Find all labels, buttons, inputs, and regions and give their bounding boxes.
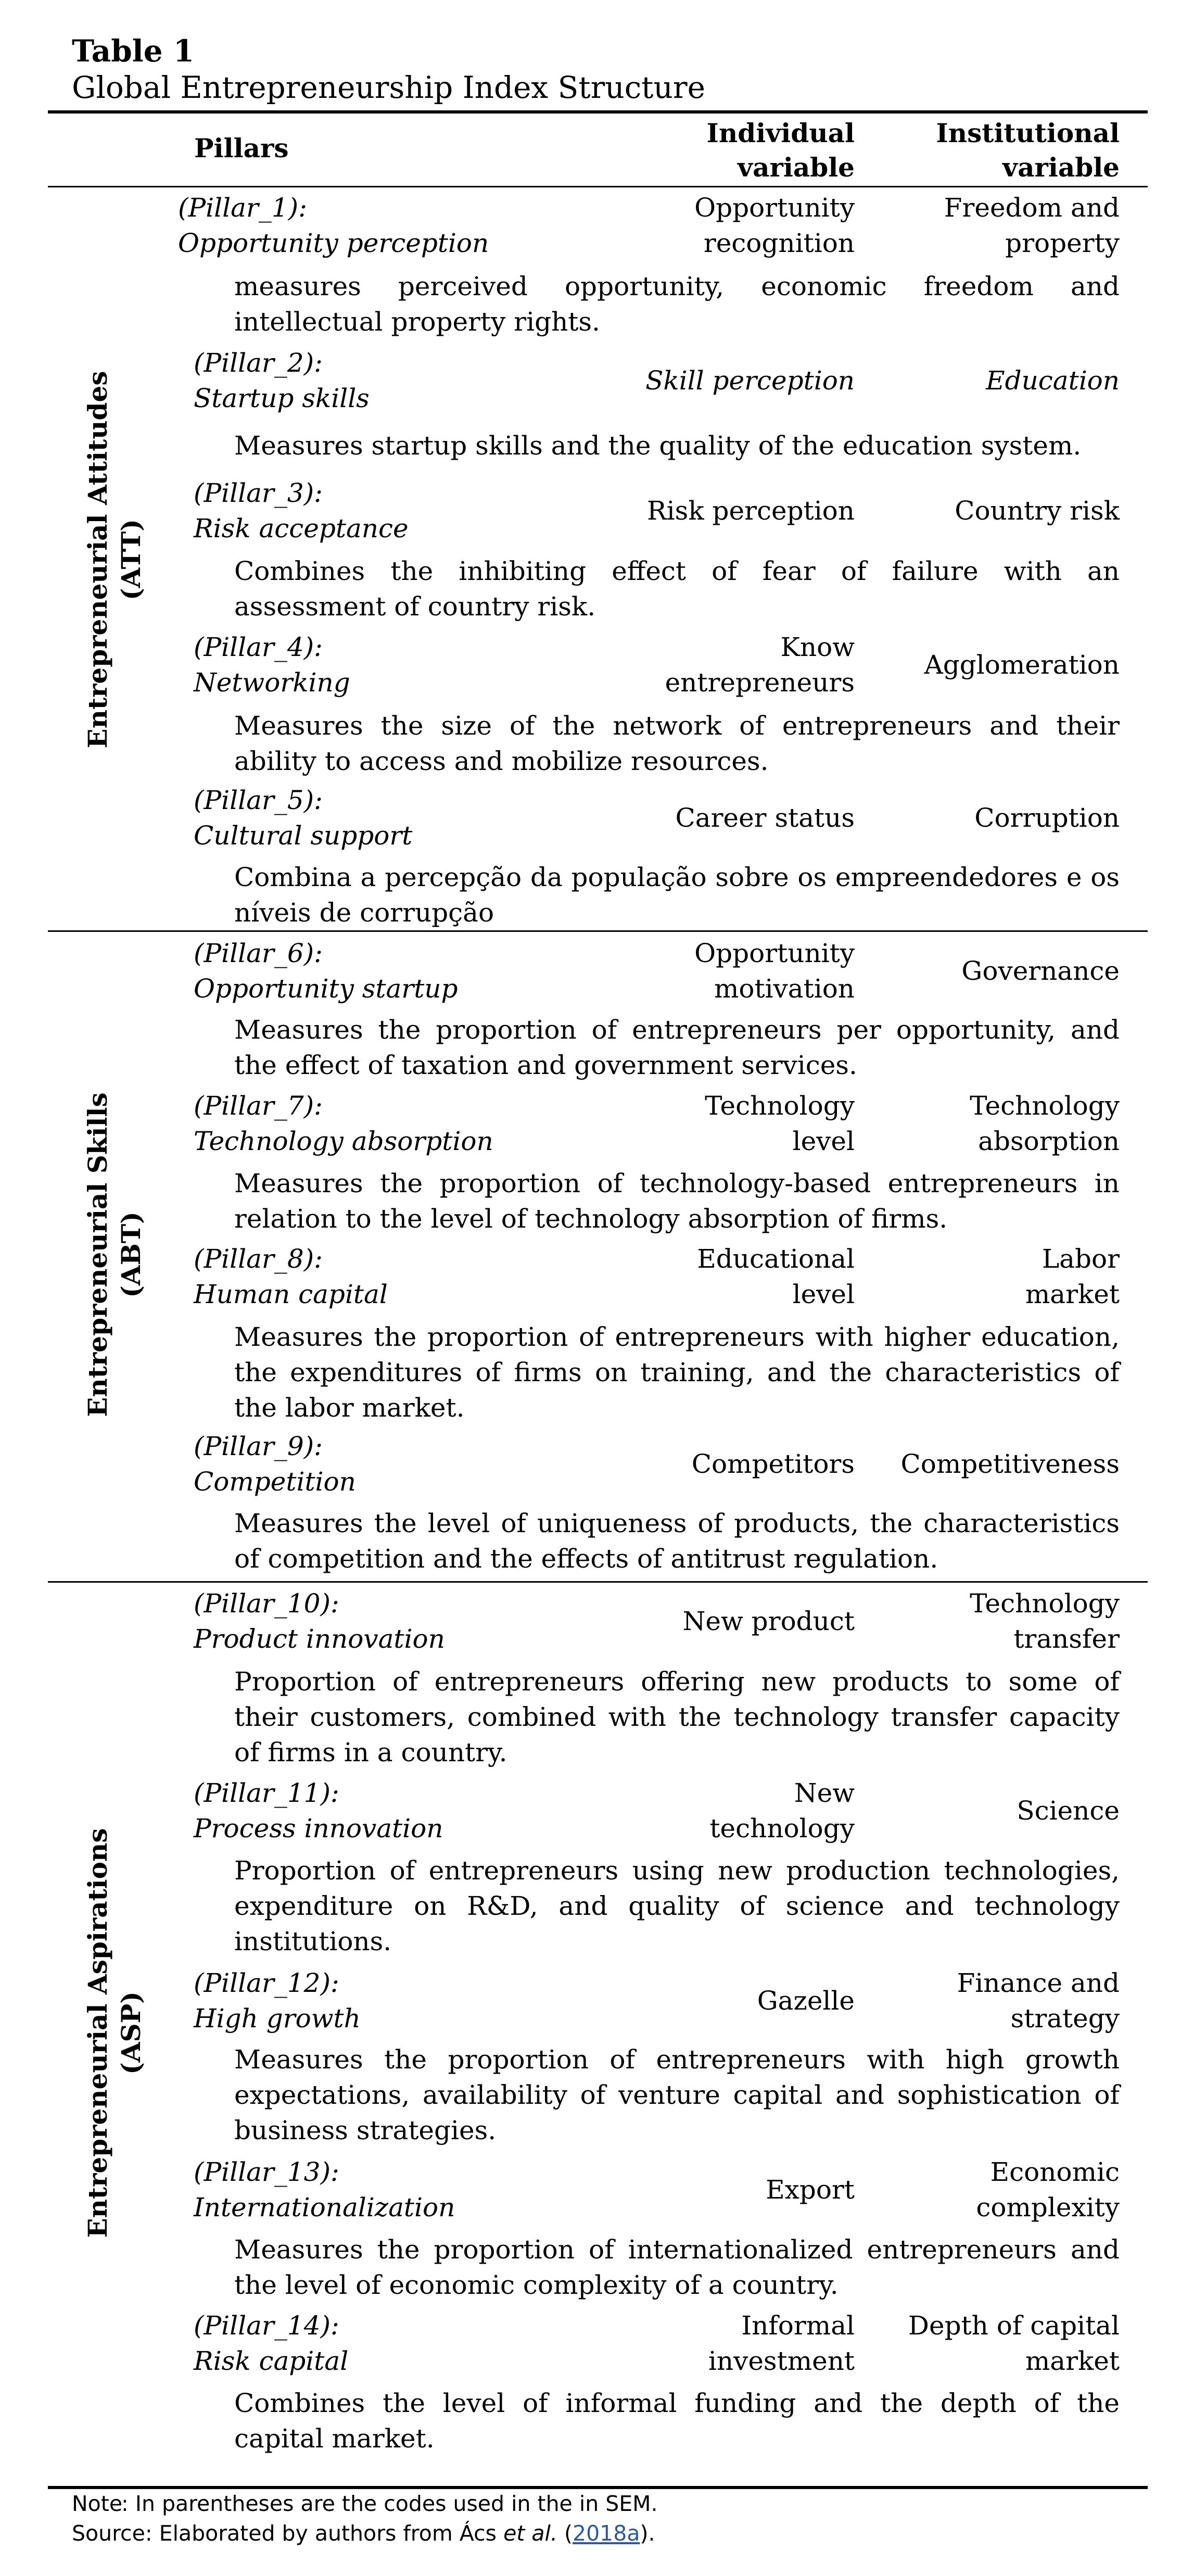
note-label: Note <box>72 2491 123 2516</box>
pillar-6-individual-variable: Opportunity motivation <box>694 938 855 1004</box>
table-label: Table 1 <box>72 33 195 69</box>
pillar-4-institutional-variable: Agglomeration <box>924 650 1120 680</box>
pillar-3-institutional-variable: Country risk <box>955 496 1120 526</box>
citation-link[interactable]: 2018a <box>573 2521 640 2546</box>
pillar-13-description: Measures the proportion of internationalized entrepreneurs and the level of economic complexity of a country. <box>234 2234 1120 2300</box>
section-label-attitudes: Entrepreneurial Attitudes (ATT) <box>82 371 146 749</box>
header-rule <box>48 186 1148 187</box>
pillar-7: (Pillar_7): Technology absorption <box>194 1091 493 1156</box>
pillar-10-description: Proportion of entrepreneurs offering new products to some of their customers, combined with the technology transfer capacity of firms in a country. <box>234 1666 1120 1767</box>
section-divider-1 <box>48 930 1148 932</box>
pillar-9-description: Measures the level of uniqueness of products, the characteristics of competition and the effects of antitrust regulation. <box>234 1508 1120 1574</box>
table-caption <box>72 32 705 105</box>
pillar-4-description: Measures the size of the network of entrepreneurs and their ability to access and mobilize resources. <box>234 711 1120 776</box>
pillar-1-individual-variable: Opportunity recognition <box>694 193 855 258</box>
pillar-6: (Pillar_6): Opportunity startup <box>194 938 458 1004</box>
pillar-7-description: Measures the proportion of technology-based entrepreneurs in relation to the level of technology absorption of firms. <box>234 1168 1120 1234</box>
pillar-1: (Pillar_1): Opportunity perception <box>178 193 489 258</box>
pillar-11-institutional-variable: Science <box>1017 1796 1120 1826</box>
pillar-5: (Pillar_5): Cultural support <box>194 785 413 851</box>
pillar-2-individual-variable: Skill perception <box>645 365 855 396</box>
pillar-3: (Pillar_3): Risk acceptance <box>194 478 409 544</box>
header-individual-variable: Individual variable <box>706 118 855 183</box>
pillar-8-description: Measures the proportion of entrepreneurs with higher education, the expenditures of firms on training, and the characteristics of the labor market. <box>234 1322 1120 1423</box>
pillar-11: (Pillar_11): Process innovation <box>194 1778 443 1843</box>
pillar-4-individual-variable: Know entrepreneurs <box>665 632 855 698</box>
pillar-10-individual-variable: New product <box>682 1606 855 1636</box>
pillar-14-institutional-variable: Depth of capital market <box>908 2310 1120 2376</box>
pillar-12-description: Measures the proportion of entrepreneurs with high growth expectations, availability of venture capital and sophistication of business strategies. <box>234 2044 1120 2145</box>
pillar-7-institutional-variable: Technology absorption <box>970 1091 1120 1156</box>
pillar-5-institutional-variable: Corruption <box>974 803 1120 833</box>
pillar-8: (Pillar_8): Human capital <box>194 1244 388 1309</box>
pillar-6-institutional-variable: Governance <box>961 956 1120 986</box>
pillar-11-individual-variable: New technology <box>709 1778 855 1843</box>
table-source: Source: Elaborated by authors from Ács et al. (2018a). <box>72 2521 655 2546</box>
section-divider-2 <box>48 1581 1148 1583</box>
pillar-9-institutional-variable: Competitiveness <box>900 1449 1120 1479</box>
pillar-2-institutional-variable: Education <box>986 365 1120 396</box>
note-text: : In parentheses are the codes used in the in SEM. <box>121 2491 658 2516</box>
pillar-5-individual-variable: Career status <box>675 803 855 833</box>
section-label-aspirations: Entrepreneurial Aspirations (ASP) <box>82 1828 146 2238</box>
pillar-2-description: Measures startup skills and the quality of the education system. <box>234 431 1082 461</box>
pillar-8-institutional-variable: Labor market <box>1025 1244 1120 1309</box>
header-pillars: Pillars <box>194 133 289 163</box>
pillar-12-individual-variable: Gazelle <box>757 1986 855 2016</box>
pillar-14: (Pillar_14): Risk capital <box>194 2310 349 2376</box>
bottom-rule <box>48 2486 1148 2489</box>
pillar-13: (Pillar_13): Internationalization <box>194 2157 455 2223</box>
pillar-8-individual-variable: Educational level <box>697 1244 855 1309</box>
pillar-14-individual-variable: Informal investment <box>708 2310 855 2376</box>
table-title: Global Entrepreneurship Index Structure <box>72 70 705 105</box>
pillar-14-description: Combines the level of informal funding and the depth of the capital market. <box>234 2388 1120 2454</box>
pillar-1-description: measures perceived opportunity, economic freedom and intellectual property rights. <box>234 271 1120 337</box>
pillar-4: (Pillar_4): Networking <box>194 632 350 698</box>
pillar-13-institutional-variable: Economic complexity <box>976 2157 1120 2223</box>
pillar-1-institutional-variable: Freedom and property <box>944 193 1120 258</box>
pillar-5-description: Combina a percepção da população sobre os empreendedores e os níveis de corrupção <box>234 862 1120 928</box>
pillar-6-description: Measures the proportion of entrepreneurs per opportunity, and the effect of taxation and government services. <box>234 1015 1120 1080</box>
pillar-9: (Pillar_9): Competition <box>194 1431 356 1497</box>
pillar-3-description: Combines the inhibiting effect of fear of failure with an assessment of country risk. <box>234 556 1120 622</box>
pillar-10-institutional-variable: Technology transfer <box>970 1588 1120 1654</box>
header-institutional-variable: Institutional variable <box>936 118 1120 183</box>
pillar-3-individual-variable: Risk perception <box>647 496 855 526</box>
pillar-7-individual-variable: Technology level <box>705 1091 855 1156</box>
pillar-12-institutional-variable: Finance and strategy <box>957 1968 1120 2034</box>
top-rule <box>48 110 1148 113</box>
section-label-skills: Entrepreneurial Skills (ABT) <box>82 1092 146 1417</box>
table-note <box>72 2490 658 2517</box>
pillar-13-individual-variable: Export <box>766 2175 855 2205</box>
pillar-12: (Pillar_12): High growth <box>194 1968 361 2034</box>
pillar-9-individual-variable: Competitors <box>691 1449 855 1479</box>
pillar-11-description: Proportion of entrepreneurs using new production technologies, expenditure on R&D, and quality of science and technology institutions. <box>234 1855 1120 1956</box>
pillar-10: (Pillar_10): Product innovation <box>194 1588 445 1654</box>
pillar-2: (Pillar_2): Startup skills <box>194 348 370 413</box>
